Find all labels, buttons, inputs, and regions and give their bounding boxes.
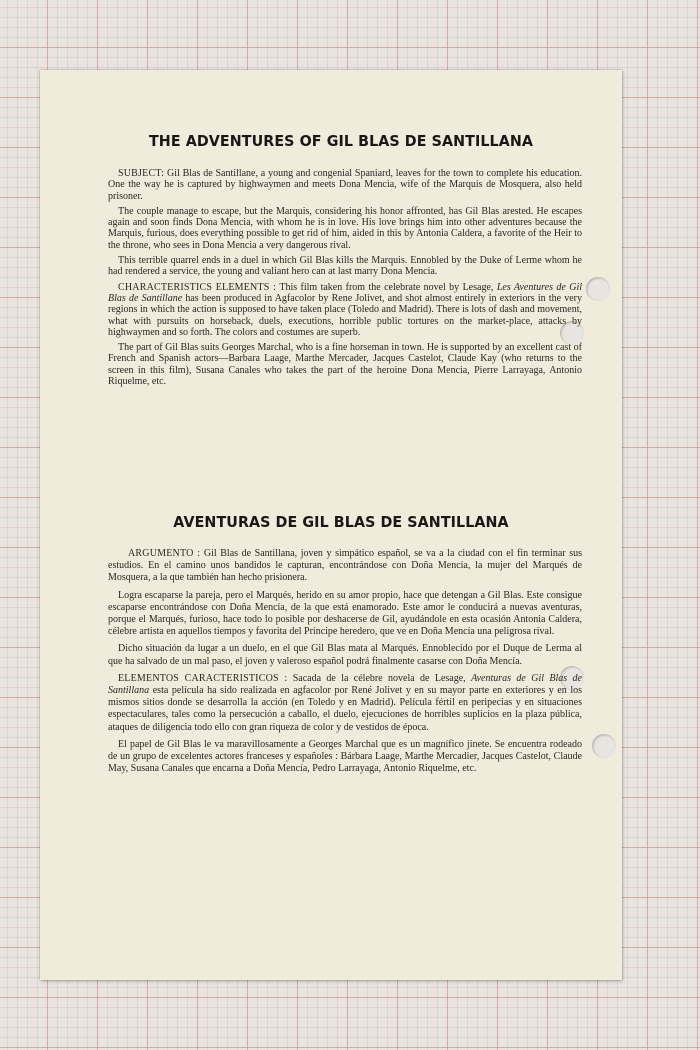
spanish-paragraph-5: El papel de Gil Blas le va maravillosamente a Georges Marchal que es un magnífico jinete. Se encuentra rodeado de un grupo de excelentes actores franceses y españoles : Bárbara Laage, Marthe Mercadier, Jacques Castelot, Claude May, Susana Canales que encarna a Doña Mencía, Pedro Larrayaga, Antonio Riquelme, etc. <box>108 738 582 775</box>
english-paragraph-2: The couple manage to escape, but the Marquis, considering his honor affronted, has Gil Blas arested. He escapes again and soon finds Dona Mencia, with whom he is in love. His love brings him into other adventures because the Marquis, furious, does everything possible to get rid of him, aided in this by Antonia Caldera, a favorite of the Heir to the throne, who sees in Dona Mencia a very dangerous rival. <box>108 205 582 251</box>
spanish-paragraph-3: Dicho situación da lugar a un duelo, en el que Gil Blas mata al Marqués. Ennoblecido por el Duque de Lerma al que ha salvado de un mal paso, el joven y valeroso español podrá finalmente casarse con Doña Mencía. <box>108 643 582 667</box>
english-section <box>108 168 582 391</box>
punch-hole <box>592 734 616 758</box>
document-sheet <box>40 70 622 980</box>
spanish-argumento-label: ARGUMENTO : <box>128 548 201 559</box>
english-subject-label: SUBJECT: <box>118 168 165 179</box>
english-subject-paragraph <box>108 168 582 202</box>
spanish-argumento-text: Gil Blas de Santillana, joven y simpático español, se va a la ciudad con el fin terminar sus estudios. En el camino unos bandidos le capturan, encontrándose con Doña Mencía, la mujer del Marqués de Mosquera, a la que también han hecho prisionera. <box>108 548 582 584</box>
spanish-paragraph-2: Logra escaparse la pareja, pero el Marqués, herido en su amor propio, hace que detengan a Gil Blas. Este consigue escaparse encontrándose con Doña Mencía, de la que está enamorado. Este amor le conducirá a nuevas aventuras, porque el Marqués, furioso, hace todo lo posible por deshacerse de Gil, ayudándole en esta ocasión Antonia Caldera, célebre artista en aquellos tiempos y favorita del Príncipe heredero, que ve en Doña Mencía una peligrosa rival. <box>108 589 582 638</box>
english-book-title: Les Aventures de Gil Blas de Santillane <box>108 281 582 304</box>
english-characteristics-text-a: This film taken from the celebrate novel by Lesage, <box>279 281 494 293</box>
english-characteristics-paragraph <box>108 282 582 338</box>
english-title: THE ADVENTURES OF GIL BLAS DE SANTILLANA <box>148 132 534 150</box>
spanish-section <box>108 548 582 780</box>
english-characteristics-label: CHARACTERISTICS ELEMENTS : <box>118 281 277 293</box>
spanish-title: AVENTURAS DE GIL BLAS DE SANTILLANA <box>173 513 509 531</box>
spanish-elementos-text-a: Sacada de la célebre novela de Lesage, <box>292 672 466 684</box>
spanish-elementos-label: ELEMENTOS CARACTERISTICOS : <box>118 672 288 684</box>
spanish-elementos-text-b: esta película ha sido realizada en agfacolor por René Jolivet y en su mayor parte en exteriores y en los mismos sitios donde se desarrolla la acción (en Toledo y en Madrid). Película fértil en peripecias y en situaciones espectaculares, tales como la persecución a caballo, el duelo, ejecuciones de horribles suplicios en la plaza pública, ataques de diligencia todo ello con gran riqueza de color y de vestidos de época. <box>108 685 583 733</box>
punch-hole <box>586 277 610 301</box>
english-paragraph-3: This terrible quarrel ends in a duel in which Gil Blas kills the Marquis. Ennobled by the Duke of Lerme whom he had rendered a service, the young and valiant hero can at last marry Dona Mencia. <box>108 255 582 278</box>
spanish-elementos-paragraph <box>108 673 582 734</box>
english-characteristics-text-b: has been produced in Agfacolor by Rene Jolivet, and shot almost entirely in exteriors in the very regions in which the action is supposed to have taken place (Toledo and Madrid). There is lots of dash and movement, what with pursuits on horseback, duels, executions, horrible public tortures on the market-place, attacks by highwaymen and so forth. The colors and costumes are superb. <box>108 292 582 338</box>
english-subject-text: Gil Blas de Santillane, a young and congenial Spaniard, leaves for the town to complete his education. One the way he is captured by highwaymen and meets Dona Mencia, wife of the Marquis de Mosquera, also held prisoner. <box>108 168 582 202</box>
spanish-argumento-paragraph <box>108 548 582 585</box>
spanish-book-title: Aventuras de Gil Blas de Santillana <box>108 672 582 697</box>
english-paragraph-5: The part of Gil Blas suits Georges Marchal, who is a fine horseman in town. He is supported by an excellent cast of French and Spanish actors—Barbara Laage, Marthe Mercader, Jacques Castelot, Claude Kay (who returns to the screen in this film), Susana Canales who takes the part of the heroine Dona Mencia, Pierre Larrayaga, Antonio Riquelme, etc. <box>108 342 582 388</box>
